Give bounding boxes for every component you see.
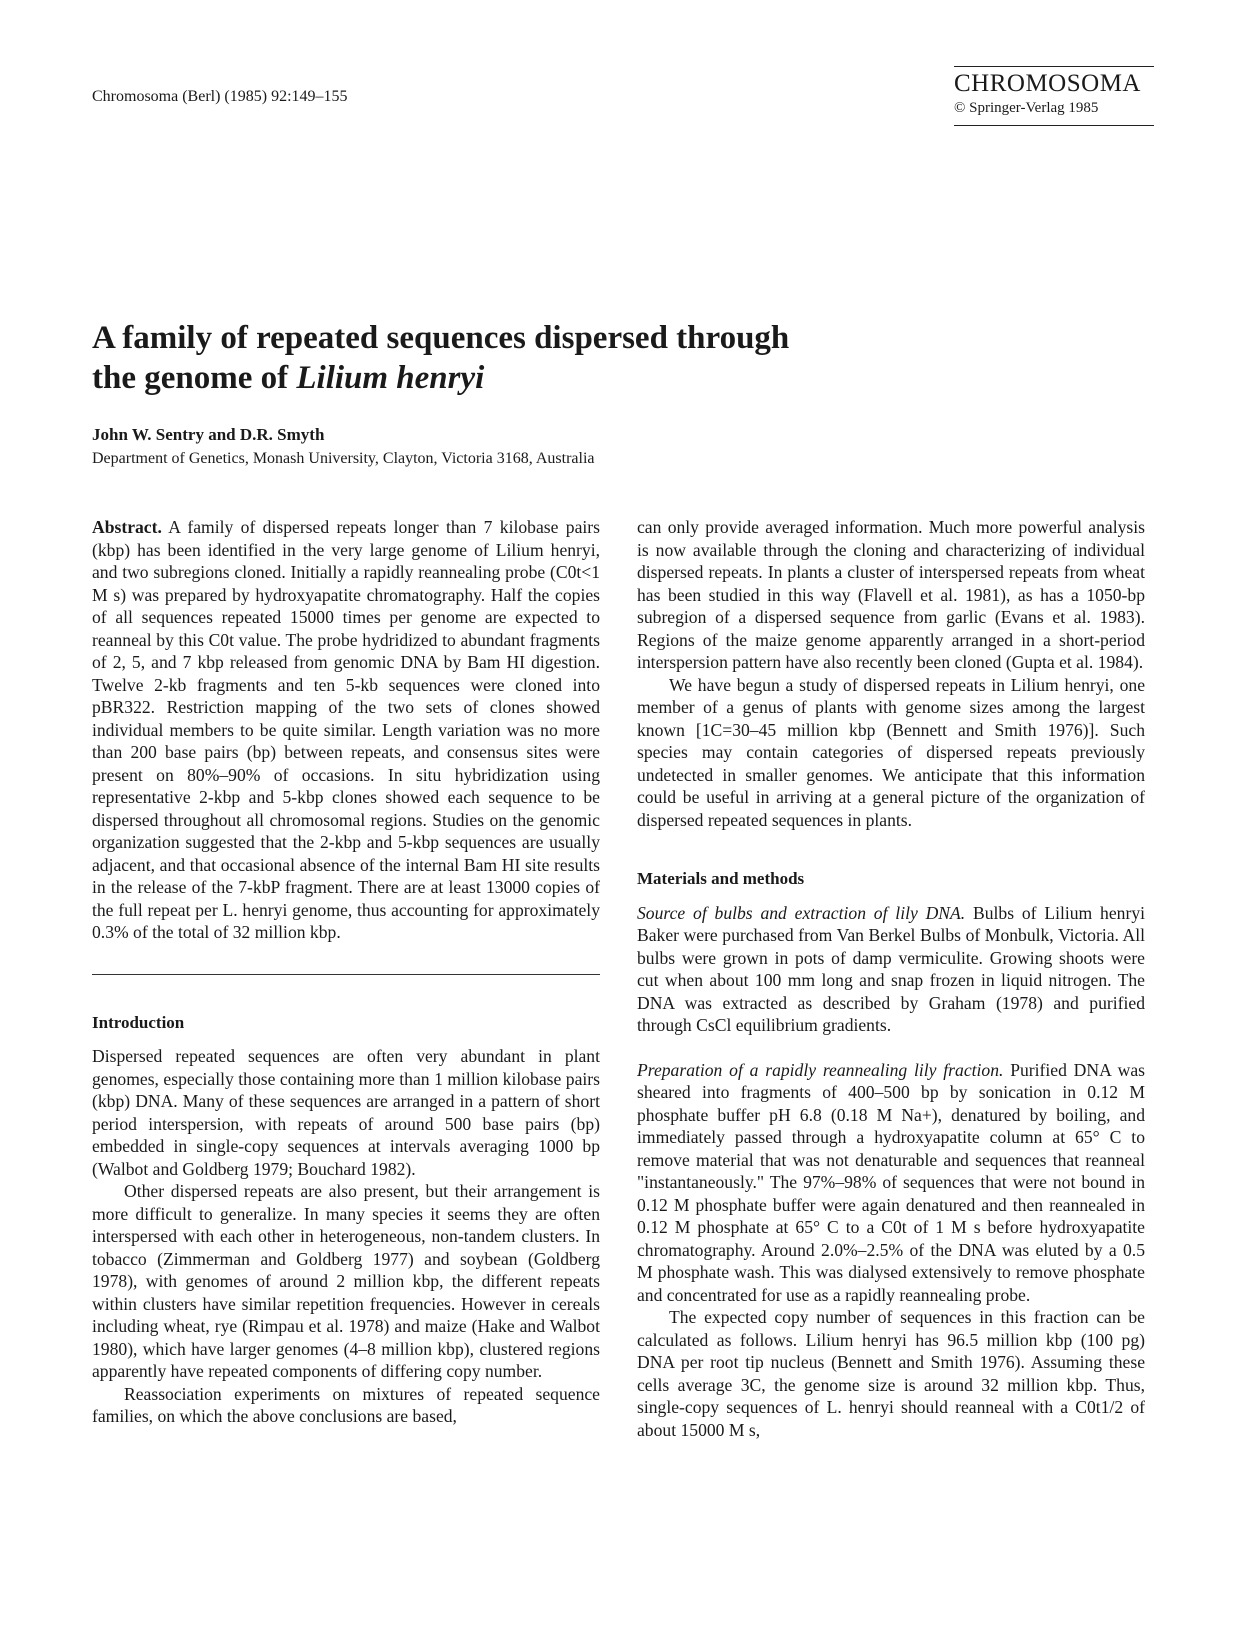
intro-paragraph: can only provide averaged information. Much more powerful analysis is now available through the cloning and characterizing of individual dispersed repeats. In plants a cluster of interspersed repeats from wheat has been studied in this way (Flavell et al. 1981), as has a 1050-bp subregion of a dispersed sequence from garlic (Evans et al. 1983). Regions of the maize genome apparently arranged in a short-period interspersion pattern have also recently been cloned (Gupta et al. 1984). (637, 517, 1145, 672)
abstract-label: Abstract. (92, 517, 162, 537)
intro-paragraph: Other dispersed repeats are also present, but their arrangement is more difficult to generalize. In many species it seems they are often interspersed with each other in heterogeneous, non-tandem clusters. In tobacco (Zimmerman and Goldberg 1977) and soybean (Goldberg 1978), with genomes of around 2 million kbp, the different repeats within clusters have similar repetition frequencies. However in cereals including wheat, rye (Rimpau et al. 1978) and maize (Hake and Walbot 1980), which have larger genomes (4–8 million kbp), clustered regions apparently have repeated components of differing copy number. (92, 1181, 600, 1381)
abstract-divider (92, 974, 600, 975)
left-column (92, 516, 600, 1428)
intro-paragraph: Dispersed repeated sequences are often very abundant in plant genomes, especially those containing more than 1 million kilobase pairs (kbp) DNA. Many of these sequences are arranged in a pattern of short period interspersion, with repeats of around 500 base pairs (bp) embedded in single-copy sequences at intervals averaging 1000 bp (Walbot and Goldberg 1979; Bouchard 1982). (92, 1046, 600, 1179)
title-line-2 (92, 358, 892, 398)
article-title (92, 318, 892, 398)
abstract (92, 516, 600, 944)
methods-heading: Materials and methods (637, 869, 805, 888)
running-head: Chromosoma (Berl) (1985) 92:149–155 (92, 88, 348, 105)
methods-text: Bulbs of Lilium henryi Baker were purchased from Van Berkel Bulbs of Monbulk, Victoria. All bulbs were grown in pots of damp vermiculite. Growing shoots were cut when about 100 mm long and snap frozen in liquid nitrogen. The DNA was extracted as described by Graham (1978) and purified through CsCl equilibrium gradients. (637, 902, 1146, 1035)
intro-paragraph: Reassociation experiments on mixtures of repeated sequence families, on which the above conclusions are based, (92, 1383, 600, 1426)
affiliation: Department of Genetics, Monash University, Clayton, Victoria 3168, Australia (92, 450, 595, 467)
abstract-text: A family of dispersed repeats longer than 7 kilobase pairs (kbp) has been identified in the very large genome of Lilium henryi, and two subregions cloned. Initially a rapidly reannealing probe (C0t<1 M s) was prepared by hydroxyapatite chromatography. Half the copies of all sequences repeated 15000 times per genome are expected to reanneal by this C0t value. The probe hydridized to abundant fragments of 2, 5, and 7 kbp released from genomic DNA by Bam HI digestion. Twelve 2-kb fragments and ten 5-kb sequences were cloned into pBR322. Restriction mapping of the two sets of clones showed individual members to be quite similar. Length variation was no more than 200 base pairs (bp) between repeats, and consensus sites were present on 80%–90% of occasions. In situ hybridization using representative 2-kbp and 5-kbp clones showed each sequence to be dispersed throughout all chromosomal regions. Studies on the genomic organization suggested that the 2-kbp and 5-kbp sequences are usually adjacent, and that occasional absence of the internal Bam HI site results in the release of the 7-kbP fragment. There are at least 13000 copies of the full repeat per L. henryi genome, thus accounting for approximately 0.3% of the total of 32 million kbp. (92, 517, 600, 942)
copyright-line: © Springer-Verlag 1985 (954, 99, 1099, 116)
intro-paragraph: We have begun a study of dispersed repeats in Lilium henryi, one member of a genus of plants with genome sizes among the largest known [1C=30–45 million kbp (Bennett and Smith 1976)]. Such species may contain categories of dispersed repeats previously undetected in smaller genomes. We anticipate that this information could be useful in arriving at a general picture of the organization of dispersed repeated sequences in plants. (637, 674, 1145, 830)
methods-subheading: Preparation of a rapidly reannealing lily fraction. (637, 1059, 1004, 1080)
methods-text: Purified DNA was sheared into fragments of 400–500 bp by sonication in 0.12 M phosphate buffer pH 6.8 (0.18 M Na+), denatured by boiling, and immediately passed through a hydroxyapatite column at 65° C to remove material that was not denaturable and sequences that reanneal "instantaneously." The 97%–98% of sequences that were not bound in 0.12 M phosphate buffer were again denatured and then reannealed in 0.12 M phosphate at 65° C to a C0t of 1 M s before hydroxyapatite chromatography. Around 2.0%–2.5% of the DNA was eluted by a 0.5 M phosphate wash. This was dialysed extensively to remove phosphate and concentrated for use as a rapidly reannealing probe. (637, 1059, 1145, 1305)
methods-subheading: Source of bulbs and extraction of lily DNA. (637, 902, 966, 923)
introduction-heading: Introduction (92, 1012, 185, 1032)
journal-name: CHROMOSOMA (954, 70, 1141, 97)
right-column (637, 516, 1145, 1441)
title-line-2-prefix: the genome of (92, 360, 297, 396)
journal-masthead (954, 66, 1153, 126)
methods-paragraph (637, 1059, 1145, 1307)
methods-paragraph (637, 902, 1145, 1037)
title-species: Lilium henryi (296, 360, 485, 396)
masthead-rule-bottom (954, 125, 1154, 126)
methods-paragraph: The expected copy number of sequences in this fraction can be calculated as follows. Lilium henryi has 96.5 million kbp (100 pg) DNA per root tip nucleus (Bennett and Smith 1976). Assuming these cells average 3C, the genome size is around 32 million kbp. Thus, single-copy sequences of L. henryi should reanneal with a C0t1/2 of about 15000 M s, (637, 1307, 1145, 1440)
authors: John W. Sentry and D.R. Smyth (92, 425, 325, 444)
title-line-1: A family of repeated sequences dispersed through (92, 320, 790, 356)
masthead-rule-top (954, 66, 1154, 67)
